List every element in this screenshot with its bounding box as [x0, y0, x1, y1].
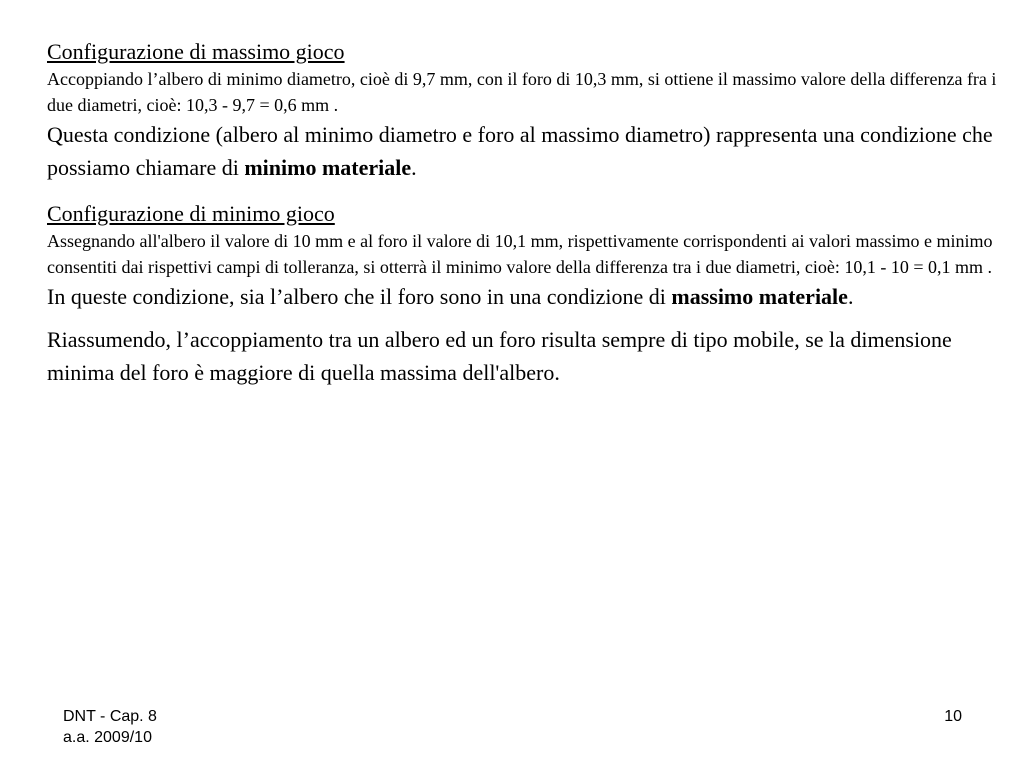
footer-year: a.a. 2009/10	[63, 729, 152, 746]
section-heading-max-play: Configurazione di massimo gioco	[47, 39, 345, 64]
footer-course-info	[63, 706, 157, 748]
page-number: 10	[944, 708, 962, 725]
section-detail-min-play: Assegnando all'albero il valore di 10 mm e al foro il valore di 10,1 mm, rispettivamente corrispondenti ai valori massimo e minimo consentiti dai rispettivi campi di tolleranza, si otterrà il minimo valore della differenza tra i due diametri, cioè: 10,1 - 10 = 0,1 mm .	[47, 231, 993, 277]
slide-body	[47, 38, 997, 389]
summary-end: .	[411, 155, 417, 180]
section-detail-max-play: Accoppiando l’albero di minimo diametro, cioè di 9,7 mm, con il foro di 10,3 mm, si ottiene il massimo valore della differenza fra i due diametri, cioè: 10,3 - 9,7 = 0,6 mm .	[47, 69, 997, 115]
section-heading-min-play: Configurazione di minimo gioco	[47, 201, 335, 226]
summary-bold-term: massimo materiale	[671, 284, 848, 309]
footer-course: DNT - Cap. 8	[63, 708, 157, 725]
summary-text: In queste condizione, sia l’albero che il foro sono in una condizione di	[47, 284, 672, 309]
summary-end: .	[847, 284, 854, 309]
conclusion-paragraph: Riassumendo, l’accoppiamento tra un albero ed un foro risulta sempre di tipo mobile, se la dimensione minima del foro è maggiore di quella massima dell'albero.	[47, 327, 952, 385]
section-summary-max-play	[47, 118, 997, 184]
section-summary-min-play	[47, 280, 997, 313]
summary-text: Questa condizione (albero al minimo diametro e foro al massimo diametro) rappresenta una condizione che possiamo chiamare di	[47, 122, 993, 180]
summary-bold-term: minimo materiale	[244, 155, 412, 180]
